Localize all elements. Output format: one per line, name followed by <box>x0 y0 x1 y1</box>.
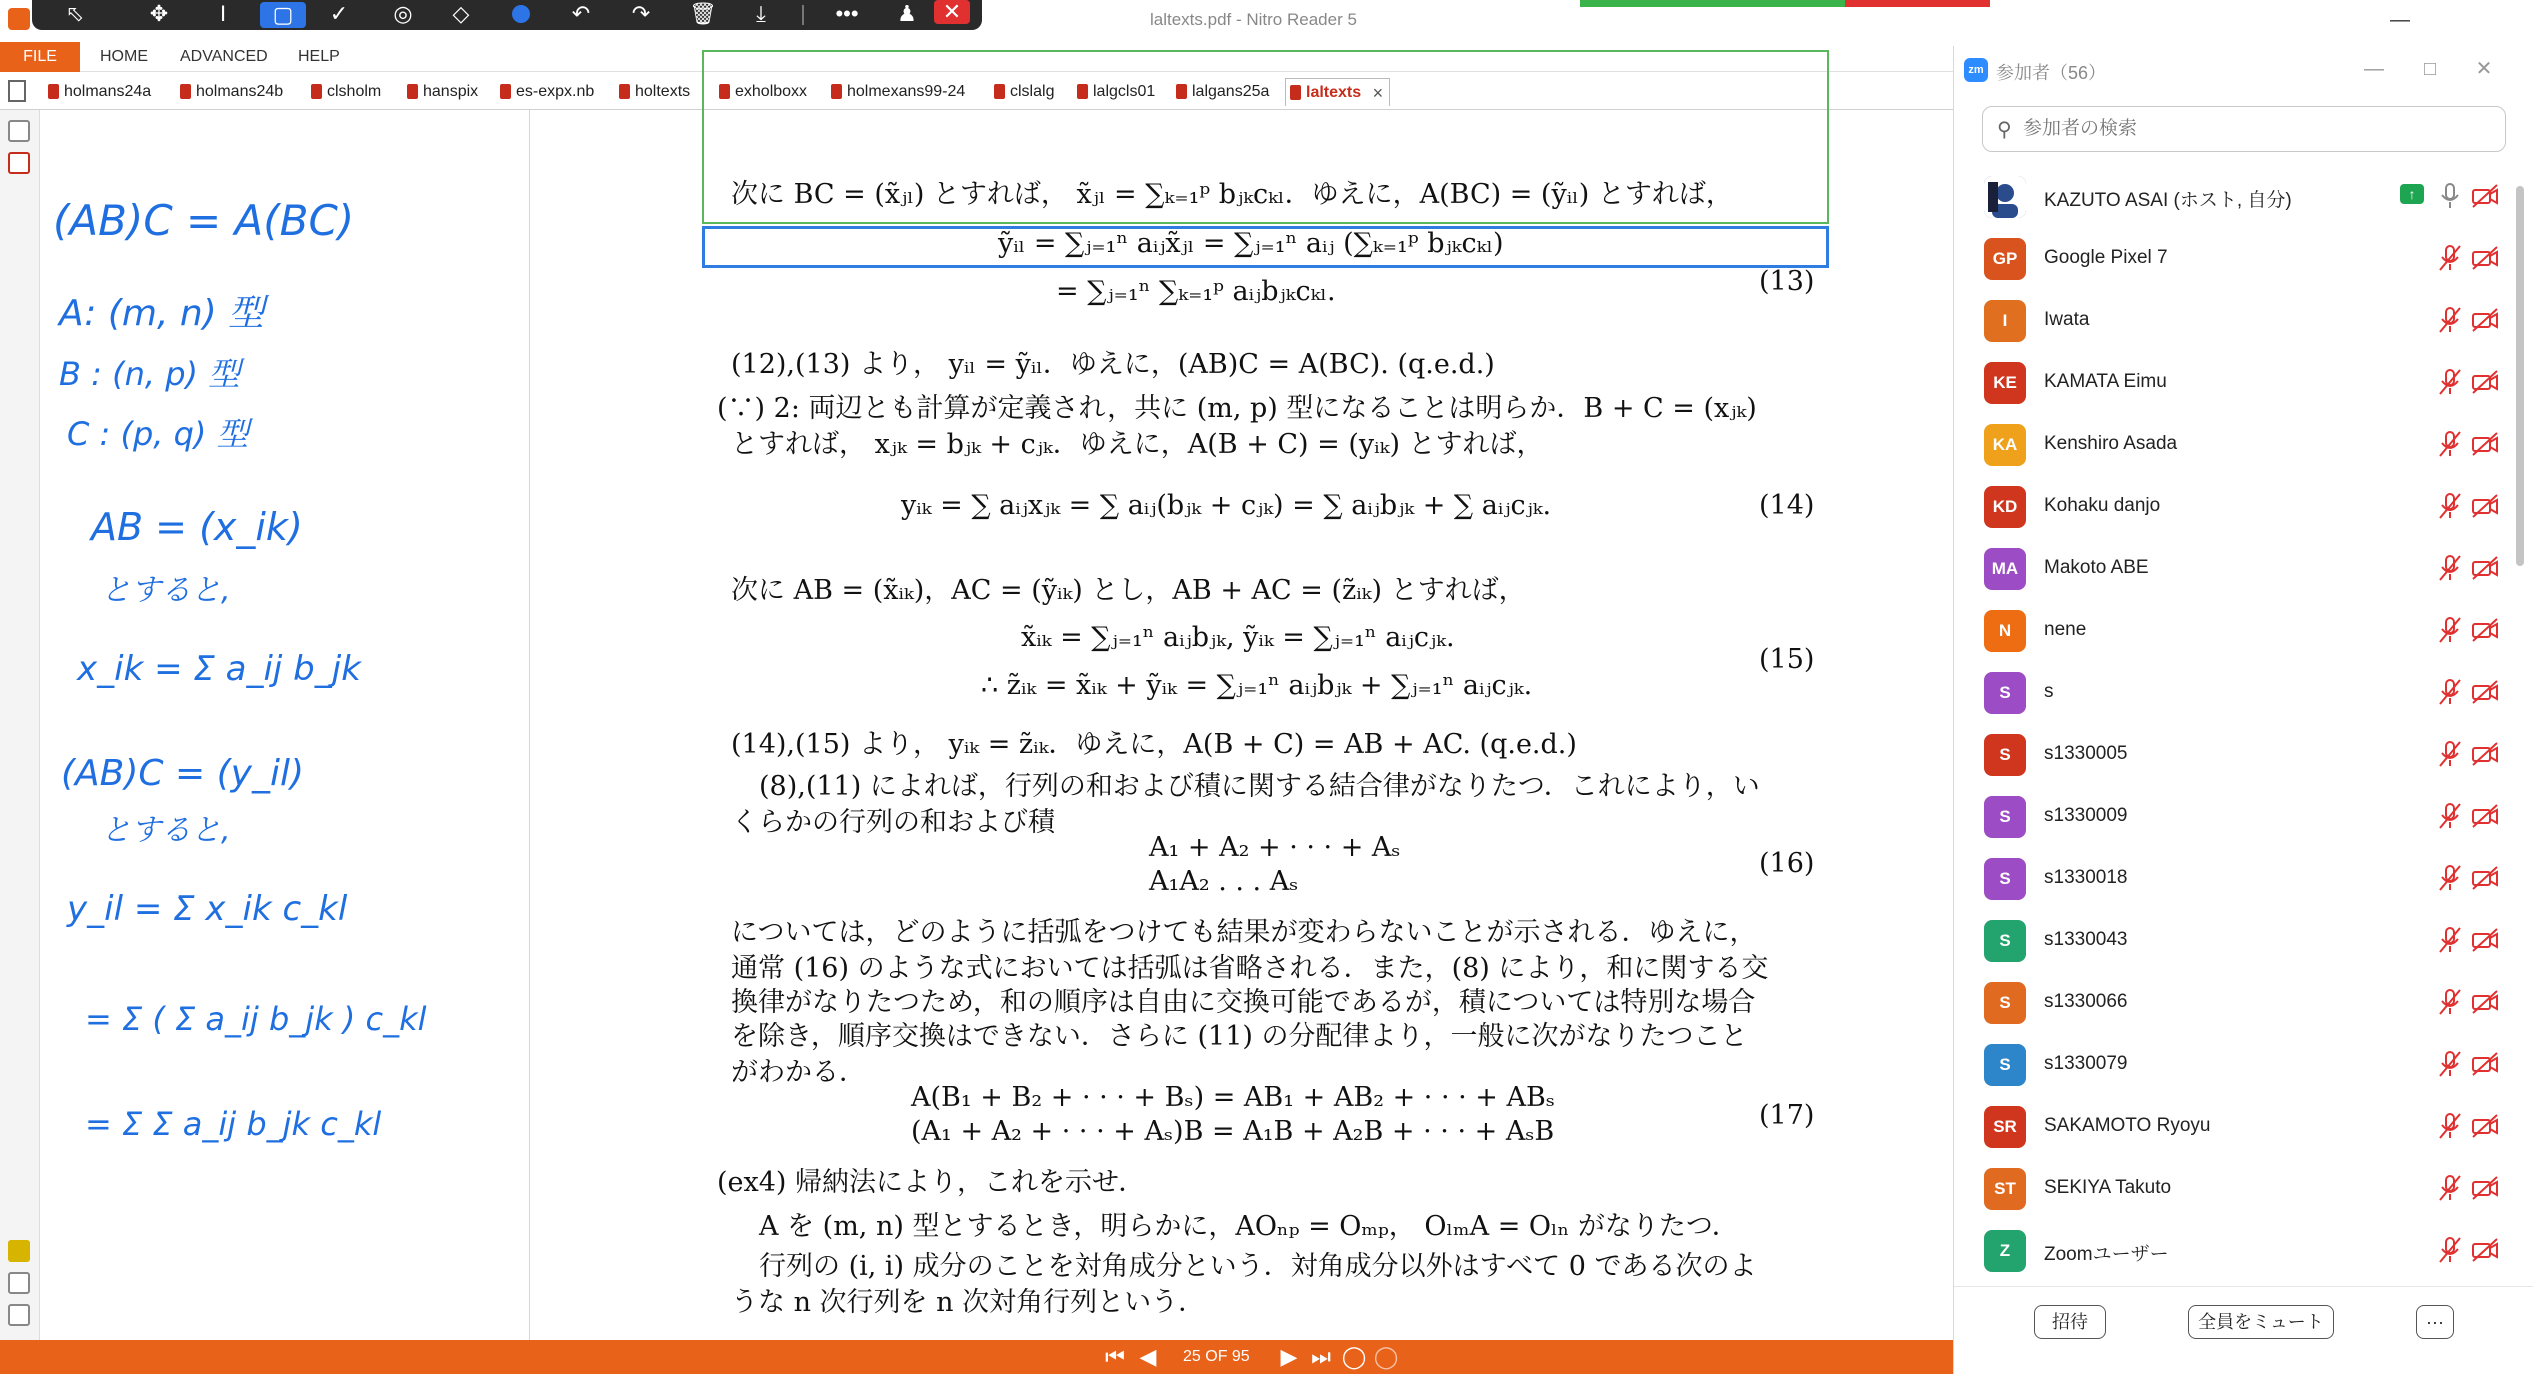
page-thumbnail-icon[interactable] <box>8 80 26 102</box>
avatar: Z <box>1984 1230 2026 1272</box>
text-line: 次に BC = (x̃ⱼₗ) とすれば， x̃ⱼₗ = ∑ₖ₌₁ᵖ bⱼₖcₖₗ．ゆえに，A(BC) = (ỹᵢₗ) とすれば， <box>731 179 1733 210</box>
share-bar-green <box>1580 0 1845 7</box>
participant-name: s1330066 <box>2044 991 2128 1012</box>
participant-row[interactable] <box>1954 1034 2510 1096</box>
minimize-icon[interactable]: — <box>2364 58 2384 80</box>
participant-name: Makoto ABE <box>2044 557 2149 578</box>
text-line: (14),(15) より， yᵢₖ = z̃ᵢₖ．ゆえに，A(B + C) = AB + AC. (q.e.d.) <box>731 729 1577 760</box>
video-off-icon[interactable] <box>2470 1236 2500 1264</box>
video-off-icon[interactable] <box>2470 492 2500 520</box>
text-line: くらかの行列の和および積 <box>731 807 1055 838</box>
zoom-participants-panel <box>1953 46 2533 1374</box>
participant-name: s1330018 <box>2044 867 2128 888</box>
text-line: (8),(11) によれば，行列の和および積に関する結合律がなりたつ．これにより，い <box>759 771 1760 802</box>
color-dot-icon[interactable] <box>498 0 544 30</box>
participant-row[interactable] <box>1954 1096 2510 1158</box>
highlight-box-green[interactable] <box>702 50 1829 224</box>
note-line: y_il = Σ x_ik c_kl <box>67 889 348 929</box>
output-icon[interactable] <box>8 1304 30 1326</box>
microphone-icon[interactable] <box>2436 181 2464 211</box>
video-off-icon[interactable] <box>2470 740 2500 768</box>
participant-row[interactable] <box>1954 166 2510 228</box>
participant-row[interactable] <box>1954 1158 2510 1220</box>
text-line: 通常 (16) のような式においては括弧は省略される．また，(8) により，和に関する交 <box>731 953 1769 984</box>
video-off-icon[interactable] <box>2470 1174 2500 1202</box>
equation-number: (14) <box>1759 490 1815 521</box>
microphone-muted-icon[interactable] <box>2436 739 2464 769</box>
avatar: SR <box>1984 1106 2026 1148</box>
tab-label: es-expx.nb <box>516 83 595 100</box>
back-view-icon[interactable]: ◯ <box>1341 1344 1367 1369</box>
avatar: S <box>1984 672 2026 714</box>
window-title: laltexts.pdf - Nitro Reader 5 <box>1150 10 1357 29</box>
note-line: B : (n, p) 型 <box>59 355 241 393</box>
next-page-icon[interactable]: ▶ <box>1280 1344 1298 1369</box>
highlight-box-blue[interactable] <box>702 226 1829 268</box>
avatar: KE <box>1984 362 2026 404</box>
pdf-page <box>681 110 1861 1340</box>
tab-hanspix[interactable] <box>403 78 478 106</box>
toolbar-separator <box>802 5 804 25</box>
equation-line: A(B₁ + B₂ + · · · + Bₛ) = AB₁ + AB₂ + · · · + ABₛ <box>911 1082 1555 1113</box>
participant-name: Kenshiro Asada <box>2044 433 2178 454</box>
tab-label: holtexts <box>635 83 691 100</box>
equation-line: yᵢₖ = ∑ aᵢⱼxⱼₖ = ∑ aᵢⱼ(bⱼₖ + cⱼₖ) = ∑ aᵢⱼbⱼₖ + ∑ aᵢⱼcⱼₖ. <box>901 490 1552 521</box>
video-off-icon[interactable] <box>2470 988 2500 1016</box>
text-line: 行列の (i, i) 成分のことを対角成分という．対角成分以外はすべて 0 である次のよ <box>759 1251 1757 1282</box>
tab-label: holmexans99-24 <box>847 83 966 100</box>
text-line: 換律がなりたつため，和の順序は自由に交換可能であるが，積については特別な場合 <box>731 987 1756 1018</box>
microphone-muted-icon[interactable] <box>2436 615 2464 645</box>
avatar: S <box>1984 858 2026 900</box>
note-line: AB = (x_ik) <box>91 505 303 549</box>
video-off-icon[interactable] <box>2470 182 2500 210</box>
video-off-icon[interactable] <box>2470 244 2500 272</box>
microphone-muted-icon[interactable] <box>2436 1173 2464 1203</box>
menu-advanced[interactable]: ADVANCED <box>180 48 268 65</box>
participants-header <box>1954 46 2533 96</box>
note-line: (AB)C = A(BC) <box>53 196 355 245</box>
video-off-icon[interactable] <box>2470 368 2500 396</box>
microphone-muted-icon[interactable] <box>2436 987 2464 1017</box>
participant-row[interactable] <box>1954 600 2510 662</box>
video-off-icon[interactable] <box>2470 1050 2500 1078</box>
handwritten-notes-panel <box>41 110 530 1340</box>
equation-line: ỹᵢₗ = ∑ⱼ₌₁ⁿ aᵢⱼx̃ⱼₗ = ∑ⱼ₌₁ⁿ aᵢⱼ (∑ₖ₌₁ᵖ bⱼₖcₖₗ) <box>998 228 1504 259</box>
maximize-icon[interactable]: □ <box>2423 58 2437 80</box>
pages-icon[interactable] <box>8 120 30 142</box>
pointer-icon[interactable]: ⬁ <box>65 1 85 26</box>
microphone-muted-icon[interactable] <box>2436 801 2464 831</box>
participant-name: nene <box>2044 619 2087 640</box>
participant-name: s1330079 <box>2044 1053 2128 1074</box>
menu-help[interactable]: HELP <box>298 48 340 65</box>
video-off-icon[interactable] <box>2470 802 2500 830</box>
bookmarks-icon[interactable] <box>8 152 30 174</box>
video-off-icon[interactable] <box>2470 1112 2500 1140</box>
tab-label: laltexts <box>1306 84 1362 101</box>
participant-name: Kohaku danjo <box>2044 495 2161 516</box>
invite-button[interactable]: 招待 <box>2034 1305 2106 1339</box>
video-off-icon[interactable] <box>2470 926 2500 954</box>
avatar: S <box>1984 920 2026 962</box>
comments-icon[interactable] <box>8 1240 30 1262</box>
microphone-muted-icon[interactable] <box>2436 491 2464 521</box>
equation-line: (A₁ + A₂ + · · · + Aₛ)B = A₁B + A₂B + · · · + AₛB <box>911 1116 1555 1147</box>
participants-footer <box>1954 1286 2533 1374</box>
participants-icon[interactable]: ♟ <box>897 1 917 26</box>
tab-es-expx[interactable] <box>496 78 594 106</box>
avatar: S <box>1984 1044 2026 1086</box>
microphone-muted-icon[interactable] <box>2436 1235 2464 1265</box>
note-line: C : (p, q) 型 <box>67 415 249 453</box>
nitro-logo-icon <box>8 8 30 30</box>
note-line: A: (m, n) 型 <box>59 293 265 334</box>
participant-row[interactable] <box>1954 1220 2510 1282</box>
participant-row[interactable] <box>1954 476 2510 538</box>
search-icon: ⚲ <box>1997 119 2012 141</box>
text-line: うな n 次行列を n 次対角行列という． <box>731 1287 1206 1318</box>
equation-line: x̃ᵢₖ = ∑ⱼ₌₁ⁿ aᵢⱼbⱼₖ, ỹᵢₖ = ∑ⱼ₌₁ⁿ aᵢⱼcⱼₖ. <box>1021 622 1455 653</box>
rectangle-icon[interactable]: ▢ <box>260 2 306 28</box>
undo-icon[interactable]: ↶ <box>571 1 591 26</box>
zoom-logo: zm <box>1964 58 1988 82</box>
text-cursor-icon[interactable]: I <box>219 1 227 26</box>
left-rail <box>0 110 40 1340</box>
tab-label: exholboxx <box>735 83 808 100</box>
microphone-muted-icon[interactable] <box>2436 367 2464 397</box>
target-icon[interactable]: ◎ <box>393 1 413 26</box>
avatar: S <box>1984 734 2026 776</box>
text-line: (ex4) 帰納法により，これを示せ． <box>717 1167 1146 1198</box>
microphone-muted-icon[interactable] <box>2436 553 2464 583</box>
handwriting-drawing <box>41 110 530 1340</box>
microphone-muted-icon[interactable] <box>2436 925 2464 955</box>
note-line: (AB)C = (y_il) <box>61 753 304 794</box>
tab-clsholm[interactable] <box>307 78 381 106</box>
microphone-muted-icon[interactable] <box>2436 677 2464 707</box>
avatar: KD <box>1984 486 2026 528</box>
note-line: = Σ ( Σ a_ij b_jk ) c_kl <box>85 1000 427 1038</box>
equation-number: (16) <box>1759 848 1815 879</box>
search-input[interactable] <box>2023 115 2493 143</box>
avatar: S <box>1984 982 2026 1024</box>
trash-icon[interactable]: 🗑 <box>689 1 717 26</box>
text-line: を除き，順序交換はできない．さらに (11) の分配律より，一般に次がなりたつこと <box>731 1021 1748 1052</box>
pdf-icon <box>311 84 322 99</box>
text-line: (∵) 2: 両辺とも計算が定義され，共に (m, p) 型になることは明らか．B + C = (xⱼₖ) <box>717 393 1757 424</box>
participant-row[interactable] <box>1954 786 2510 848</box>
participant-row[interactable] <box>1954 662 2510 724</box>
tab-holmans24b[interactable] <box>176 78 283 106</box>
participant-row[interactable] <box>1954 352 2510 414</box>
participant-name: s1330009 <box>2044 805 2128 826</box>
participant-list <box>1954 166 2510 1286</box>
tab-holmans24a[interactable] <box>44 78 151 106</box>
microphone-muted-icon[interactable] <box>2436 863 2464 893</box>
participant-name: SAKAMOTO Ryoyu <box>2044 1115 2211 1136</box>
mute-all-button[interactable]: 全員をミュート <box>2188 1305 2334 1339</box>
participant-row[interactable] <box>1954 848 2510 910</box>
download-icon[interactable]: ⤓ <box>756 1 766 26</box>
microphone-muted-icon[interactable] <box>2436 1111 2464 1141</box>
avatar: MA <box>1984 548 2026 590</box>
tab-label: clslalg <box>1010 83 1055 100</box>
video-off-icon[interactable] <box>2470 306 2500 334</box>
more-options-button[interactable]: ··· <box>2416 1305 2454 1339</box>
participant-row[interactable] <box>1954 290 2510 352</box>
equation-line: A₁A₂ . . . Aₛ <box>1149 866 1299 897</box>
more-icon[interactable]: ••• <box>835 1 859 26</box>
text-line: 次に AB = (x̃ᵢₖ)，AC = (ỹᵢₖ) とし，AB + AC = (z̃ᵢₖ) とすれば， <box>731 575 1526 606</box>
annotation-toolbar <box>32 0 982 30</box>
participant-name: SEKIYA Takuto <box>2044 1177 2172 1198</box>
avatar: I <box>1984 300 2026 342</box>
share-screen-icon: ↑ <box>2400 184 2424 204</box>
microphone-muted-icon[interactable] <box>2436 429 2464 459</box>
text-line: (12),(13) より， yᵢₗ = ỹᵢₗ．ゆえに，(AB)C = A(BC). (q.e.d.) <box>731 349 1495 380</box>
note-line: とすると, <box>101 573 231 608</box>
last-page-icon[interactable]: ⏭ <box>1311 1344 1331 1369</box>
tab-label: clsholm <box>327 83 382 100</box>
avatar: GP <box>1984 238 2026 280</box>
participant-name: Zoomユーザー <box>2044 1244 2169 1265</box>
video-off-icon[interactable] <box>2470 678 2500 706</box>
participant-name: Google Pixel 7 <box>2044 247 2168 268</box>
participant-row[interactable] <box>1954 414 2510 476</box>
pdf-icon <box>407 84 418 99</box>
pdf-icon <box>48 84 59 99</box>
avatar: S <box>1984 796 2026 838</box>
participant-name: s1330043 <box>2044 929 2128 950</box>
page-indicator: 25 OF 95 <box>1183 1348 1250 1365</box>
pdf-icon <box>180 84 191 99</box>
text-line: がわかる． <box>731 1057 866 1088</box>
equation-line: = ∑ⱼ₌₁ⁿ ∑ₖ₌₁ᵖ aᵢⱼbⱼₖcₖₗ. <box>1056 276 1336 307</box>
prev-page-icon[interactable]: ◀ <box>1139 1344 1157 1369</box>
participant-row[interactable] <box>1954 724 2510 786</box>
tab-label: lalgans25a <box>1192 83 1270 100</box>
participant-row[interactable] <box>1954 972 2510 1034</box>
share-bar-red <box>1845 0 1990 7</box>
participant-search[interactable] <box>1982 106 2506 152</box>
equation-line: A₁ + A₂ + · · · + Aₛ <box>1149 832 1401 863</box>
note-line: = Σ Σ a_ij b_jk c_kl <box>85 1105 382 1143</box>
tab-close-icon[interactable]: × <box>1372 83 1384 103</box>
check-icon[interactable]: ✓ <box>329 1 349 26</box>
tab-label: lalgcls01 <box>1093 83 1156 100</box>
participant-name: KAZUTO ASAI (ホスト, 自分) <box>2044 190 2292 211</box>
pdf-icon <box>500 84 511 99</box>
participant-row[interactable] <box>1954 538 2510 600</box>
participant-name: KAMATA Eimu <box>2044 371 2167 392</box>
avatar: KA <box>1984 424 2026 466</box>
note-line: x_ik = Σ a_ij b_jk <box>77 649 361 689</box>
video-off-icon[interactable] <box>2470 430 2500 458</box>
text-line: A を (m, n) 型とするとき，明らかに，AOₙₚ = Oₘₚ， OₗₘA = Oₗₙ がなりたつ． <box>759 1211 1739 1242</box>
participant-row[interactable] <box>1954 910 2510 972</box>
tab-holtexts[interactable] <box>615 78 690 106</box>
participants-title: 参加者（56） <box>1996 63 2107 83</box>
note-line: とすると, <box>101 813 231 848</box>
participant-name: s <box>2044 681 2054 702</box>
close-icon[interactable]: ✕ <box>2475 58 2493 80</box>
avatar: ST <box>1984 1168 2026 1210</box>
close-icon[interactable]: ✕ <box>934 0 970 24</box>
pdf-page-area[interactable] <box>531 110 1953 1340</box>
eraser-icon[interactable]: ◇ <box>452 1 470 26</box>
tab-label: hanspix <box>423 83 479 100</box>
forward-view-icon[interactable]: ◯ <box>1373 1344 1399 1369</box>
tab-label: holmans24b <box>196 83 284 100</box>
equation-number: (17) <box>1759 1100 1815 1131</box>
participant-name: Iwata <box>2044 309 2090 330</box>
scrollbar[interactable] <box>2516 186 2524 566</box>
first-page-icon[interactable]: ⏮ <box>1105 1344 1125 1369</box>
microphone-muted-icon[interactable] <box>2436 243 2464 273</box>
menu-home[interactable]: HOME <box>100 48 148 65</box>
redo-icon[interactable]: ↷ <box>631 1 651 26</box>
equation-number: (15) <box>1759 644 1815 675</box>
participant-row[interactable] <box>1954 228 2510 290</box>
attachments-icon[interactable] <box>8 1272 30 1294</box>
participant-name: s1330005 <box>2044 743 2128 764</box>
video-off-icon[interactable] <box>2470 554 2500 582</box>
avatar: N <box>1984 610 2026 652</box>
text-line: については，どのように括弧をつけても結果が変わらないことが示される．ゆえに， <box>731 917 1757 948</box>
avatar <box>1984 176 2026 218</box>
video-off-icon[interactable] <box>2470 864 2500 892</box>
status-bar <box>0 1340 1953 1374</box>
microphone-muted-icon[interactable] <box>2436 1049 2464 1079</box>
minimize-icon[interactable]: — <box>2390 9 2410 31</box>
pdf-icon <box>619 84 630 99</box>
equation-line: ∴ z̃ᵢₖ = x̃ᵢₖ + ỹᵢₖ = ∑ⱼ₌₁ⁿ aᵢⱼbⱼₖ + ∑ⱼ₌₁ⁿ aᵢⱼcⱼₖ. <box>981 670 1533 701</box>
video-off-icon[interactable] <box>2470 616 2500 644</box>
text-line: とすれば， xⱼₖ = bⱼₖ + cⱼₖ．ゆえに，A(B + C) = (yᵢₖ) とすれば， <box>731 429 1544 460</box>
move-icon[interactable]: ✥ <box>149 1 169 26</box>
menu-file[interactable]: FILE <box>0 42 80 72</box>
microphone-muted-icon[interactable] <box>2436 305 2464 335</box>
tab-label: holmans24a <box>64 83 152 100</box>
equation-number: (13) <box>1759 266 1815 297</box>
